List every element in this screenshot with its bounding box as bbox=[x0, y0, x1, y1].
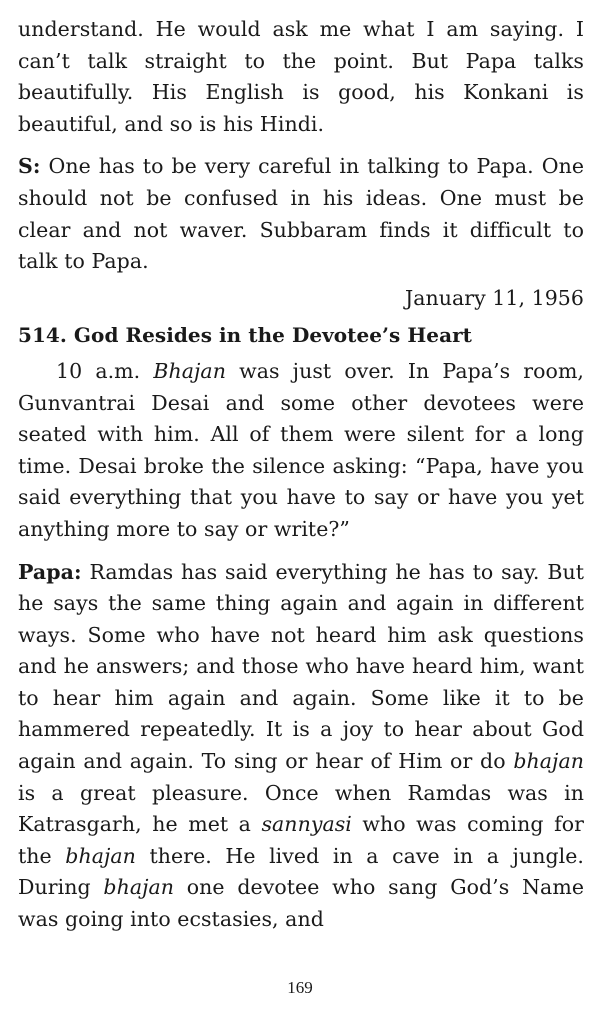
italic-term: bhajan bbox=[65, 843, 136, 868]
text-run: there. He lived in a cave in a jungle. During bbox=[18, 843, 584, 900]
paragraph-papa-dialogue bbox=[18, 557, 584, 936]
text-run: was just over. In Papa’s room, Gunvantrai Desai and some other devotees were seated with him. All of them were silent for a long time. Desai broke the silence asking: “Papa, have you said everything that you have to say or have you yet anything more to say or write?” bbox=[18, 358, 584, 541]
paragraph-s-dialogue bbox=[18, 151, 584, 277]
text-run: who was coming for the bbox=[18, 812, 584, 868]
page-body bbox=[18, 14, 584, 936]
entry-date: January 11, 1956 bbox=[404, 285, 584, 310]
text-run: Ramdas has said everything he has to say. But he says the same thing again and again in different ways. Some who have not heard him ask questions and he answers; and those who have heard him, want to hear him again and again. Some like it to be hammered repeatedly. It is a joy to hear about God again and again. To sing or hear of Him or do bbox=[18, 559, 584, 774]
paragraph-bhajan bbox=[18, 356, 584, 546]
text-run: is a great pleasure. Once when Ramdas was in Katrasgarh, he met a bbox=[18, 780, 584, 837]
page-number: 169 bbox=[287, 978, 313, 997]
italic-term: bhajan bbox=[103, 875, 175, 900]
dialogue-text: One has to be very careful in talking to Papa. One should not be confused in his ideas. One must be clear and not waver. Subbaram finds it difficult to talk to Papa. bbox=[18, 154, 584, 274]
text-run: 10 a.m. bbox=[56, 358, 154, 383]
speaker-label: Papa: bbox=[18, 559, 82, 584]
italic-term: bhajan bbox=[513, 749, 584, 774]
section-heading: 514. God Resides in the Devotee’s Heart bbox=[18, 323, 472, 348]
paragraph-continued: understand. He would ask me what I am saying. I can’t talk straight to the point. But Papa talks beautifully. His English is good, his Konkani is beautiful, and so is his Hindi. bbox=[18, 17, 584, 136]
text-run: one devotee who sang God’s Name was going into ecstasies, and bbox=[18, 875, 585, 932]
italic-term: Bhajan bbox=[153, 358, 226, 383]
italic-term: sannyasi bbox=[261, 812, 352, 837]
speaker-label: S: bbox=[18, 154, 41, 179]
